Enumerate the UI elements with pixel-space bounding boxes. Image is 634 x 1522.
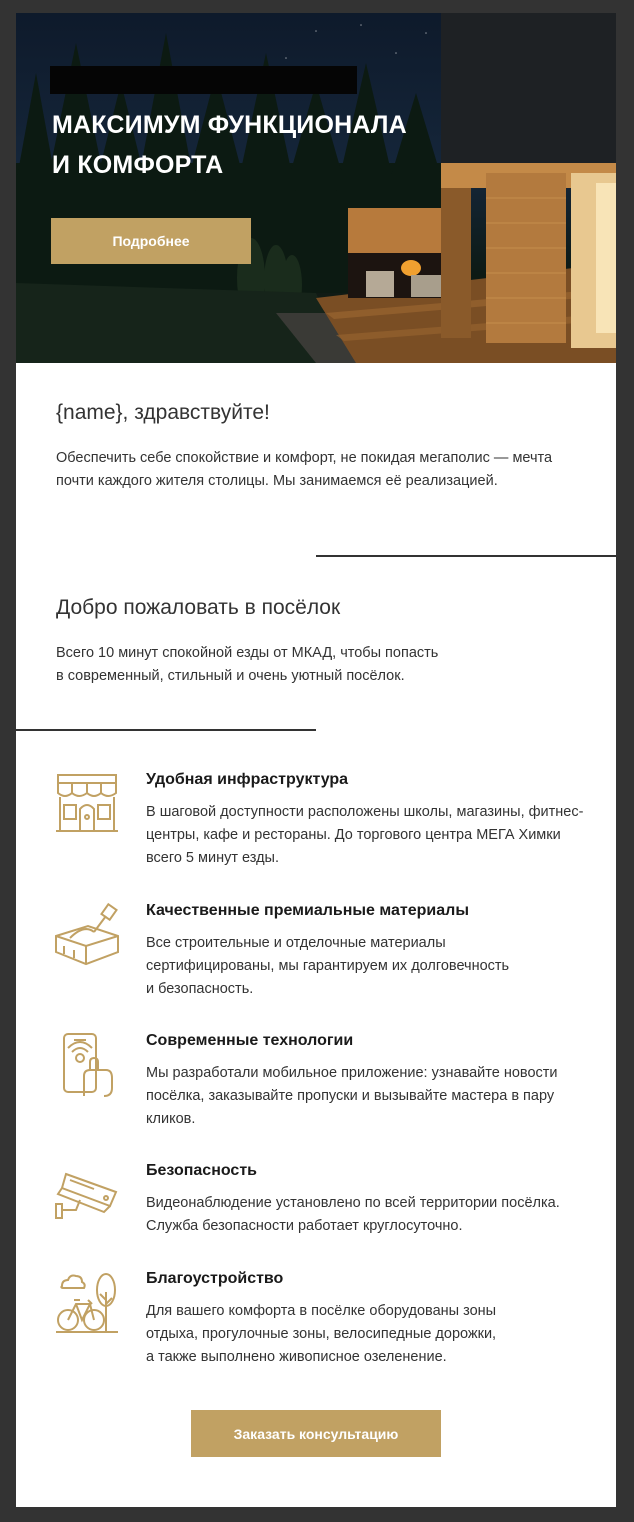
feature-text (146, 1300, 586, 1369)
hero-title-line-2: И КОМФОРТА (52, 151, 224, 179)
feature-title: Современные технологии (146, 1032, 354, 1049)
logo-placeholder (50, 66, 357, 94)
feature-title: Безопасность (146, 1162, 257, 1179)
feature-text-line-2: отдыха, прогулочные зоны, велосипедные дорожки, (146, 1326, 497, 1342)
feature-text-line-3: и безопасность. (146, 981, 254, 997)
feature-text: Видеонаблюдение установлено по всей территории посёлка. Служба безопасности работает круглосуточно. (146, 1195, 560, 1234)
hero-title (52, 105, 482, 185)
email-sheet (16, 13, 616, 1507)
section-divider (16, 729, 316, 731)
greeting-text: Обеспечить себе спокойствие и комфорт, не покидая мегаполис — мечта почти каждого жителя столицы. Мы занимаемся её реализацией. (56, 450, 553, 489)
welcome-text (56, 642, 516, 688)
storefront-icon (54, 771, 120, 837)
hero-banner (16, 13, 616, 363)
feature-text: В шаговой доступности расположены школы, магазины, фитнес-центры, кафе и рестораны. До торгового центра МЕГА Химки всего 5 минут езды. (146, 804, 584, 866)
greeting-title: {name}, здравствуйте! (56, 401, 270, 424)
feature-title: Качественные премиальные материалы (146, 902, 469, 919)
brick-trowel-icon (54, 902, 120, 968)
hero-title-line-1: МАКСИМУМ ФУНКЦИОНАЛА (52, 111, 407, 139)
feature-text (146, 932, 586, 1001)
details-button[interactable]: Подробнее (51, 218, 251, 264)
bicycle-tree-icon (54, 1270, 120, 1336)
feature-text-line-1: Для вашего комфорта в посёлке оборудованы зоны (146, 1303, 497, 1319)
smartphone-hand-icon (54, 1032, 120, 1098)
feature-title: Удобная инфраструктура (146, 771, 349, 788)
order-consultation-button[interactable]: Заказать консультацию (191, 1410, 441, 1457)
feature-title: Благоустройство (146, 1270, 284, 1287)
feature-text: Мы разработали мобильное приложение: узнавайте новости посёлка, заказывайте пропуски и вызывайте мастера в пару кликов. (146, 1065, 558, 1127)
feature-text-line-2: сертифицированы, мы гарантируем их долговечность (146, 958, 510, 974)
feature-text-line-3: а также выполнено живописное озеленение. (146, 1349, 447, 1365)
feature-text-line-1: Все строительные и отделочные материалы (146, 935, 446, 951)
section-divider (316, 555, 616, 557)
welcome-text-line-1: Всего 10 минут спокойной езды от МКАД, чтобы попасть (56, 645, 439, 661)
welcome-text-line-2: в современный, стильный и очень уютный посёлок. (56, 668, 405, 684)
security-camera-icon (54, 1162, 120, 1228)
welcome-title: Добро пожаловать в посёлок (56, 596, 341, 619)
